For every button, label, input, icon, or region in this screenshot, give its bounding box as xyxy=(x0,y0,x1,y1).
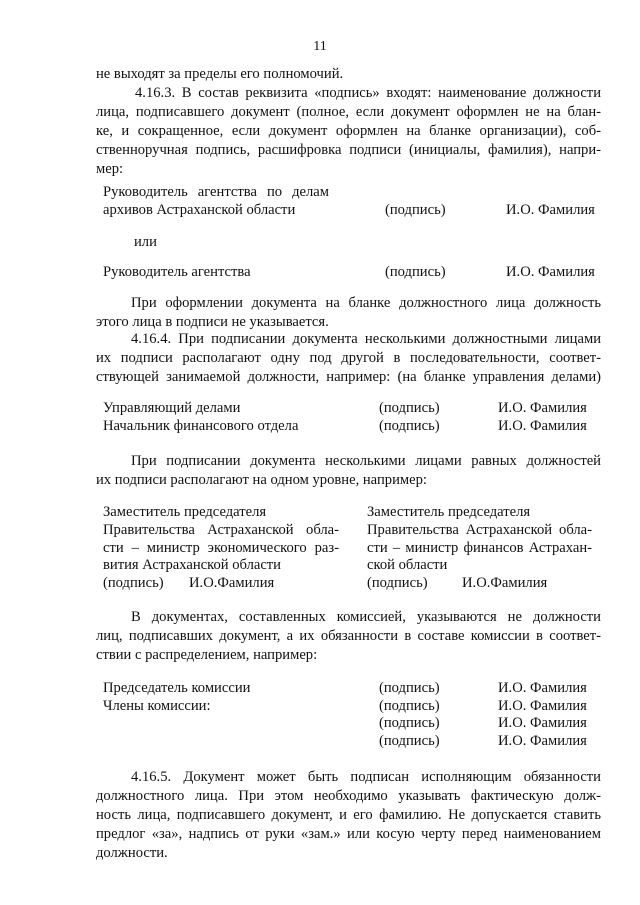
text-line: 4.16.3. В состав реквизита «подпись» входят: наименование должности xyxy=(135,85,601,101)
signature-block-right xyxy=(367,504,592,593)
paragraph-4-16-5 xyxy=(96,768,601,863)
signer-title-line: вития Астраханской области xyxy=(103,557,281,574)
paragraph-blank-form xyxy=(96,294,601,332)
signer-title-line: Правительства Астраханской обла- xyxy=(367,521,592,538)
signature-line xyxy=(367,575,592,593)
signature-placeholder: (подпись) xyxy=(385,202,446,218)
signature-placeholder: (подпись) xyxy=(385,264,446,280)
text-line: ствующей занимаемой должности, например: (на бланке управления делами) xyxy=(96,369,601,385)
signer-name: И.О. Фамилия xyxy=(506,264,595,280)
or-separator: или xyxy=(134,234,157,250)
signer-name: И.О.Фамилия xyxy=(462,575,548,592)
signer-title-line: Правительства Астраханской обла- xyxy=(103,521,339,538)
signature-row xyxy=(103,714,603,732)
paragraph-4-16-4 xyxy=(96,330,601,387)
text-line: ственноручная подпись, расшифровка подписи (инициалы, фамилия), напри- xyxy=(96,142,601,158)
text-line: лиц, подписавших документ, а их обязанности в составе комиссии в соответ- xyxy=(96,628,601,644)
signer-title: Начальник финансового отдела xyxy=(103,417,299,434)
signature-example-commission xyxy=(103,679,603,749)
text-line: предлог «за», надпись от руки «зам.» или косую черту перед наименованием xyxy=(96,826,601,842)
signer-title: Члены комиссии: xyxy=(103,697,211,714)
signature-example-3 xyxy=(103,399,603,434)
signer-title-line: Руководитель агентства по делам xyxy=(103,184,329,200)
text-line: ствии с распределением, например: xyxy=(96,647,318,663)
signature-placeholder: (подпись) xyxy=(367,575,428,592)
signature-row xyxy=(103,732,603,750)
paragraph-equal-positions xyxy=(96,452,601,490)
text-line: мер: xyxy=(96,161,124,177)
signature-row xyxy=(103,399,603,417)
signer-title-line: сти – министр финансов Астрахан- xyxy=(367,539,592,556)
signer-title-line: архивов Астраханской области xyxy=(103,202,296,218)
text-line: должности. xyxy=(96,845,168,861)
signer-title-line: ской области xyxy=(367,557,448,574)
signer-name: И.О.Фамилия xyxy=(189,575,275,592)
signature-block-left xyxy=(103,504,339,593)
signer-title: Управляющий делами xyxy=(103,400,241,416)
signer-title: Руководитель агентства xyxy=(103,264,251,280)
signature-placeholder: (подпись) xyxy=(103,575,164,592)
signature-placeholder: (подпись) xyxy=(379,400,440,416)
signer-name: И.О. Фамилия xyxy=(498,715,587,731)
signer-title-line: сти – министр экономического раз- xyxy=(103,539,339,556)
text-line: ность лица, подписавшего документ, и его фамилию. Не допускается ставить xyxy=(96,807,601,823)
signer-name: И.О. Фамилия xyxy=(498,680,587,696)
text-line: ке, и сокращенное, если документ оформлен на бланке организации), соб- xyxy=(96,123,601,139)
intro-line: не выходят за пределы его полномочий. xyxy=(96,66,344,82)
signature-placeholder: (подпись) xyxy=(379,732,440,749)
signature-placeholder: (подпись) xyxy=(379,697,440,714)
signature-row xyxy=(103,679,603,697)
page-number: 11 xyxy=(313,39,327,54)
signature-line xyxy=(103,575,339,593)
paragraph-commission xyxy=(96,608,601,665)
text-line: При подписании документа несколькими лицами равных должностей xyxy=(131,453,601,469)
signature-placeholder: (подпись) xyxy=(379,417,440,434)
text-line: должностного лица. При этом необходимо указывать фактическую долж- xyxy=(96,788,601,804)
signature-row xyxy=(103,417,603,435)
paragraph-4-16-3 xyxy=(96,65,601,179)
signature-placeholder: (подпись) xyxy=(379,715,440,731)
signature-placeholder: (подпись) xyxy=(379,680,440,696)
signer-name: И.О. Фамилия xyxy=(498,697,587,714)
text-line: 4.16.4. При подписании документа несколькими должностными лицами xyxy=(131,331,601,347)
text-line: В документах, составленных комиссией, указываются не должности xyxy=(131,609,601,625)
text-line: При оформлении документа на бланке должностного лица должность xyxy=(131,295,601,311)
text-line: этого лица в подписи не указывается. xyxy=(96,314,329,330)
signer-title: Председатель комиссии xyxy=(103,680,251,696)
signer-title-line: Заместитель председателя xyxy=(367,504,531,520)
signer-title-line: Заместитель председателя xyxy=(103,504,267,520)
signer-name: И.О. Фамилия xyxy=(498,417,587,434)
text-line: их подписи располагают на одном уровне, например: xyxy=(96,472,427,488)
signer-name: И.О. Фамилия xyxy=(498,400,587,416)
signature-row xyxy=(103,697,603,715)
signer-name: И.О. Фамилия xyxy=(498,732,587,749)
text-line: лица, подписавшего документ (полное, если документ оформлен не на блан- xyxy=(96,104,601,120)
text-line: их подписи располагают одну под другой в последовательности, соответ- xyxy=(96,350,601,366)
signer-name: И.О. Фамилия xyxy=(506,202,595,218)
text-line: 4.16.5. Документ может быть подписан исполняющим обязанности xyxy=(131,769,601,785)
